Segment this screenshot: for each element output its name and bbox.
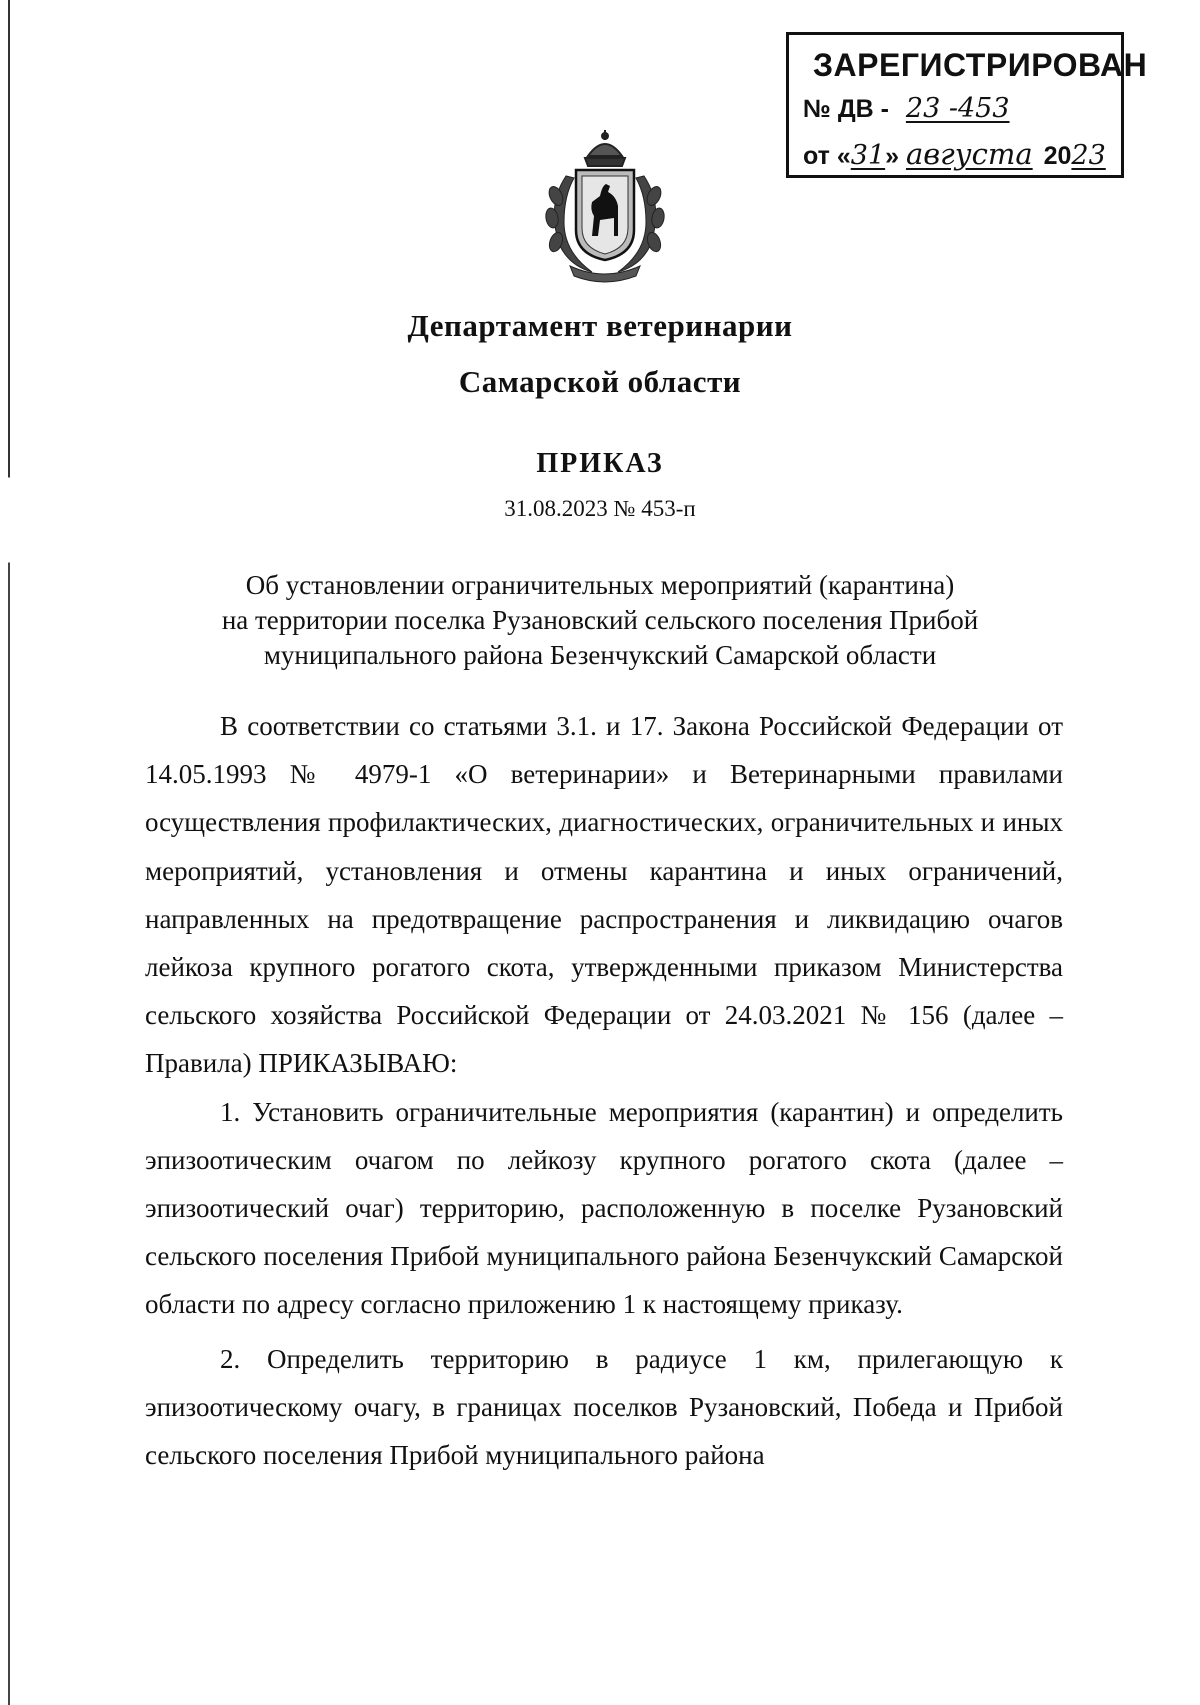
stamp-number-prefix: № ДВ - bbox=[803, 95, 889, 123]
stamp-title: ЗАРЕГИСТРИРОВАН bbox=[813, 47, 1148, 83]
department-name-line1: Департамент ветеринарии bbox=[407, 308, 793, 343]
stamp-date-day: 31 bbox=[850, 140, 886, 171]
stamp-number-line bbox=[803, 93, 1010, 124]
stamp-date-middle: » bbox=[885, 142, 900, 170]
document-type: ПРИКАЗ bbox=[536, 448, 664, 479]
document-number: 31.08.2023 № 453-п bbox=[504, 496, 696, 521]
stamp-number-handwritten: 23 -453 bbox=[905, 93, 1010, 124]
department-name-line2: Самарской области bbox=[458, 364, 742, 399]
subject-line3: муниципального района Безенчукский Самарской области bbox=[263, 640, 937, 670]
stamp-date-year: 23 bbox=[1071, 140, 1106, 171]
preamble-paragraph: В соответствии со статьями 3.1. и 17. Закона Российской Федерации от 14.05.1993 № 4979-1 «О ветеринарии» и Ветеринарными правилами осуществления профилактических, диагностических, ограничительных и иных мероприятий, установления и отмены карантина и иных ограничений, направленных на предотвращение распространения и ликвидацию очагов лейкоза крупного рогатого скота, утвержденными приказом Министерства сельского хозяйства Российской Федерации от 24.03.2021 № 156 (далее – Правила) ПРИКАЗЫВАЮ: bbox=[145, 711, 1063, 1079]
subject-line1: Об установлении ограничительных мероприятий (карантина) bbox=[245, 570, 955, 600]
subject-line2: на территории поселка Рузановский сельского поселения Прибой bbox=[221, 605, 979, 635]
document-body bbox=[145, 702, 1063, 1479]
order-item-1: 1. Установить ограничительные мероприятия (карантин) и определить эпизоотическим очагом по лейкозу крупного рогатого скота (далее – эпизоотический очаг) территорию, расположенную в поселке Рузановский сельского поселения Прибой муниципального района Безенчукский Самарской области по адресу согласно приложению 1 к настоящему приказу. bbox=[145, 1096, 1063, 1320]
stamp-date-line bbox=[803, 137, 1106, 171]
document-subject bbox=[140, 568, 1060, 673]
coat-of-arms-emblem bbox=[530, 126, 680, 286]
order-item-2: 2. Определить территорию в радиусе 1 км, прилегающую к эпизоотическому очагу, в границах поселков Рузановский, Победа и Прибой сельского поселения Прибой муниципального района bbox=[145, 1343, 1063, 1471]
stamp-date-year-prefix: 20 bbox=[1043, 142, 1072, 170]
stamp-date-prefix: от « bbox=[803, 142, 851, 170]
scan-edge bbox=[8, 0, 10, 1705]
stamp-date-month: августа bbox=[905, 137, 1033, 171]
registration-stamp bbox=[786, 32, 1148, 178]
